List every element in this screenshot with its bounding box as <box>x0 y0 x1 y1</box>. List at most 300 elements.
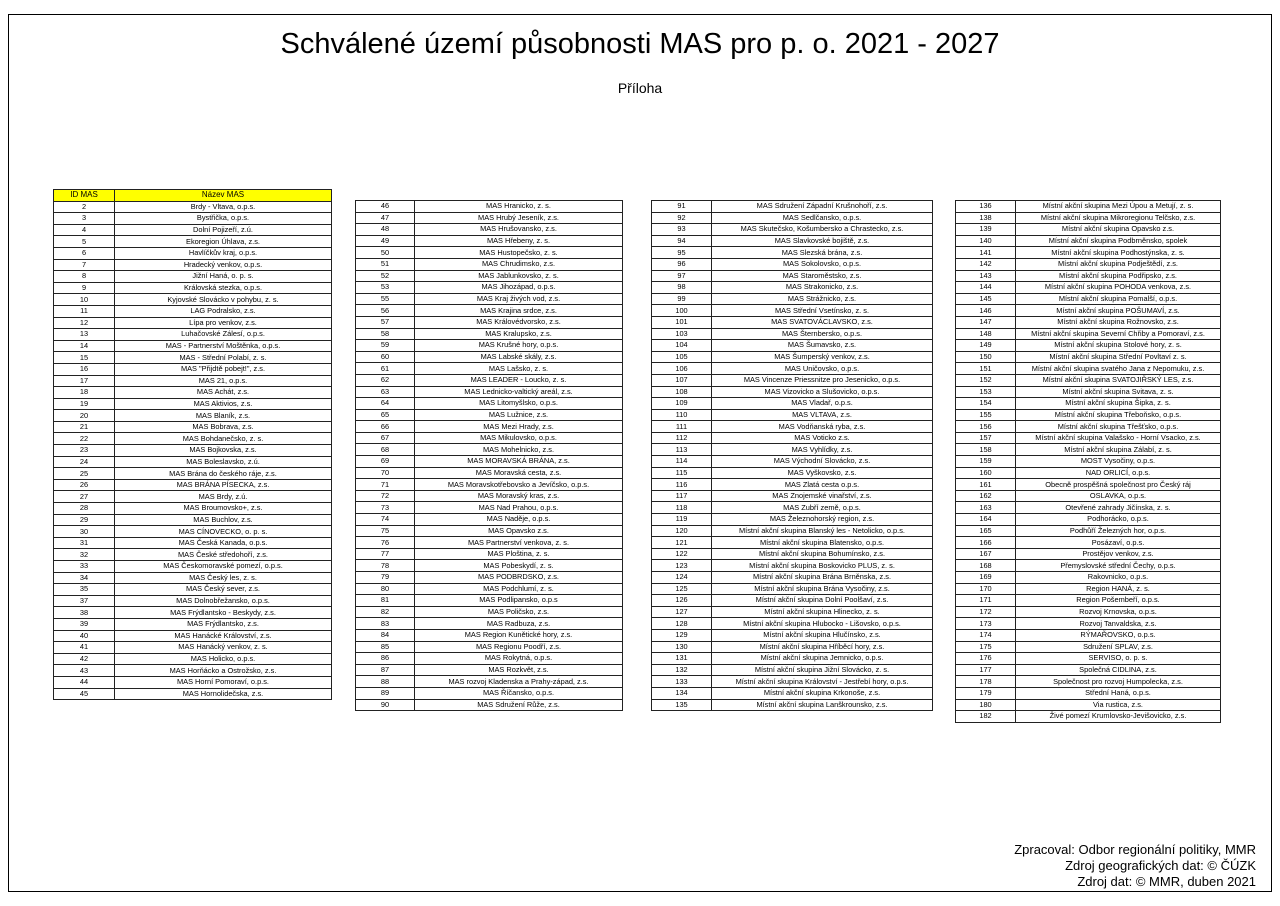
mas-id-cell: 77 <box>356 548 415 560</box>
table-row <box>54 271 332 283</box>
table-row <box>956 316 1221 328</box>
mas-id-cell: 65 <box>356 409 415 421</box>
mas-id-cell: 162 <box>956 490 1016 502</box>
mas-name-cell: Via rustica, z.s. <box>1016 699 1221 711</box>
table-row <box>956 340 1221 352</box>
table-row <box>54 445 332 457</box>
table-row <box>54 676 332 688</box>
page-subtitle: Příloha <box>617 80 663 96</box>
mas-name-cell: MAS Region Kunětické hory, z.s. <box>415 629 623 641</box>
table-row <box>54 317 332 329</box>
mas-name-cell: MAS - Střední Polabí, z. s. <box>115 352 332 364</box>
mas-id-cell: 11 <box>54 305 115 317</box>
mas-name-cell: Místní akční skupina Třeboňsko, o.p.s. <box>1016 409 1221 421</box>
table-row <box>652 676 933 688</box>
table-row <box>356 201 623 213</box>
table-row <box>356 641 623 653</box>
mas-id-cell: 155 <box>956 409 1016 421</box>
mas-id-cell: 89 <box>356 687 415 699</box>
mas-name-cell: MAS Sokolovsko, o.p.s. <box>712 258 933 270</box>
table-row <box>652 270 933 282</box>
mas-name-cell: Místní akční skupina Blatensko, o.p.s. <box>712 537 933 549</box>
mas-name-cell: Střední Haná, o.p.s. <box>1016 687 1221 699</box>
mas-id-cell: 37 <box>54 595 115 607</box>
table-row <box>54 665 332 677</box>
mas-id-cell: 70 <box>356 467 415 479</box>
mas-name-cell: MAS VLTAVA, z.s. <box>712 409 933 421</box>
mas-id-cell: 170 <box>956 583 1016 595</box>
mas-name-cell: MAS Český sever, z.s. <box>115 584 332 596</box>
mas-name-cell: Místní akční skupina Bohumínsko, z.s. <box>712 548 933 560</box>
mas-name-cell: Místní akční skupina Opavsko z.s. <box>1016 224 1221 236</box>
table-row <box>652 282 933 294</box>
mas-table-2 <box>355 200 623 711</box>
mas-name-cell: MAS Poličsko, z.s. <box>415 606 623 618</box>
column-header-name: Název MAS <box>115 190 332 202</box>
mas-id-cell: 157 <box>956 432 1016 444</box>
mas-id-cell: 129 <box>652 629 712 641</box>
mas-name-cell: MAS Radbuza, z.s. <box>415 618 623 630</box>
mas-id-cell: 72 <box>356 490 415 502</box>
mas-name-cell: NAD ORLICÍ, o.p.s. <box>1016 467 1221 479</box>
mas-id-cell: 128 <box>652 618 712 630</box>
table-row <box>652 328 933 340</box>
mas-id-cell: 141 <box>956 247 1016 259</box>
mas-id-cell: 154 <box>956 398 1016 410</box>
mas-name-cell: Obecně prospěšná společnost pro Český ráj <box>1016 479 1221 491</box>
mas-id-cell: 42 <box>54 653 115 665</box>
table-row <box>54 201 332 213</box>
table-row <box>956 664 1221 676</box>
mas-id-cell: 176 <box>956 653 1016 665</box>
mas-id-cell: 110 <box>652 409 712 421</box>
mas-id-cell: 17 <box>54 375 115 387</box>
mas-name-cell: MAS Brána do českého ráje, z.s. <box>115 468 332 480</box>
mas-name-cell: Rozvoj Krnovska, o.p.s. <box>1016 606 1221 618</box>
mas-name-cell: MAS Znojemské vinařství, z.s. <box>712 490 933 502</box>
table-row <box>54 642 332 654</box>
table-row <box>652 548 933 560</box>
table-row <box>956 374 1221 386</box>
mas-id-cell: 21 <box>54 421 115 433</box>
table-row <box>54 213 332 225</box>
mas-id-cell: 108 <box>652 386 712 398</box>
mas-name-cell: MAS Staroměstsko, z.s. <box>712 270 933 282</box>
table-row <box>356 502 623 514</box>
mas-name-cell: Ekoregion Úhlava, z.s. <box>115 236 332 248</box>
mas-id-cell: 3 <box>54 213 115 225</box>
table-header-row <box>54 190 332 202</box>
table-row <box>956 687 1221 699</box>
table-row <box>652 479 933 491</box>
table-row <box>956 456 1221 468</box>
table-row <box>956 641 1221 653</box>
mas-id-cell: 130 <box>652 641 712 653</box>
footer-processed-by: Zpracoval: Odbor regionální politiky, MMR <box>1014 842 1256 857</box>
page-title: Schválené území působnosti MAS pro p. o. 2021 - 2027 <box>280 28 1000 60</box>
mas-id-cell: 87 <box>356 664 415 676</box>
mas-name-cell: Místní akční skupina Lanškrounsko, z.s. <box>712 699 933 711</box>
mas-name-cell: MAS Regionu Poodří, z.s. <box>415 641 623 653</box>
table-row <box>54 224 332 236</box>
mas-id-cell: 150 <box>956 351 1016 363</box>
table-row <box>652 316 933 328</box>
table-row <box>652 618 933 630</box>
table-row <box>356 699 623 711</box>
mas-name-cell: MAS Moravská cesta, z.s. <box>415 467 623 479</box>
mas-name-cell: MAS Hřebeny, z. s. <box>415 235 623 247</box>
mas-name-cell: Místní akční skupina Mezi Úpou a Metují, z. s. <box>1016 201 1221 213</box>
mas-name-cell: MAS Vodňanská ryba, z.s. <box>712 421 933 433</box>
table-row <box>356 328 623 340</box>
table-row <box>356 282 623 294</box>
mas-name-cell: MAS Achát, z.s. <box>115 387 332 399</box>
mas-id-cell: 62 <box>356 374 415 386</box>
mas-id-cell: 23 <box>54 445 115 457</box>
mas-id-cell: 69 <box>356 456 415 468</box>
mas-id-cell: 14 <box>54 340 115 352</box>
table-row <box>54 607 332 619</box>
mas-id-cell: 165 <box>956 525 1016 537</box>
mas-id-cell: 26 <box>54 479 115 491</box>
mas-name-cell: MAS Jablunkovsko, z. s. <box>415 270 623 282</box>
mas-name-cell: MAS LEADER - Loucko, z. s. <box>415 374 623 386</box>
mas-id-cell: 33 <box>54 561 115 573</box>
mas-id-cell: 146 <box>956 305 1016 317</box>
table-row <box>54 584 332 596</box>
mas-name-cell: Otevřené zahrady Jičínska, z. s. <box>1016 502 1221 514</box>
mas-id-cell: 167 <box>956 548 1016 560</box>
mas-name-cell: MAS CÍNOVECKO, o. p. s. <box>115 526 332 538</box>
mas-id-cell: 182 <box>956 711 1016 723</box>
mas-id-cell: 80 <box>356 583 415 595</box>
mas-id-cell: 160 <box>956 467 1016 479</box>
table-row <box>54 387 332 399</box>
mas-name-cell: Místní akční skupina Podřipsko, z.s. <box>1016 270 1221 282</box>
mas-name-cell: MAS České středohoří, z.s. <box>115 549 332 561</box>
mas-id-cell: 8 <box>54 271 115 283</box>
mas-name-cell: Společnost pro rozvoj Humpolecka, z.s. <box>1016 676 1221 688</box>
table-row <box>956 258 1221 270</box>
mas-id-cell: 99 <box>652 293 712 305</box>
mas-id-cell: 158 <box>956 444 1016 456</box>
mas-name-cell: MAS Moravský kras, z.s. <box>415 490 623 502</box>
mas-name-cell: Místní akční skupina Jižní Slovácko, z. s. <box>712 664 933 676</box>
mas-name-cell: MAS - Partnerství Moštěnka, o.p.s. <box>115 340 332 352</box>
mas-id-cell: 22 <box>54 433 115 445</box>
mas-id-cell: 120 <box>652 525 712 537</box>
mas-id-cell: 78 <box>356 560 415 572</box>
mas-id-cell: 138 <box>956 212 1016 224</box>
table-row <box>54 491 332 503</box>
mas-name-cell: Živé pomezí Krumlovsko-Jevišovicko, z.s. <box>1016 711 1221 723</box>
mas-name-cell: Místní akční skupina Stolové hory, z. s. <box>1016 340 1221 352</box>
mas-id-cell: 10 <box>54 294 115 306</box>
mas-id-cell: 149 <box>956 340 1016 352</box>
table-row <box>356 479 623 491</box>
mas-id-cell: 63 <box>356 386 415 398</box>
mas-id-cell: 71 <box>356 479 415 491</box>
mas-id-cell: 86 <box>356 653 415 665</box>
mas-id-cell: 12 <box>54 317 115 329</box>
table-row <box>356 316 623 328</box>
table-row <box>652 664 933 676</box>
table-row <box>356 664 623 676</box>
mas-name-cell: MAS Česká Kanada, o.p.s. <box>115 537 332 549</box>
table-row <box>956 676 1221 688</box>
mas-name-cell: MAS 21, o.p.s. <box>115 375 332 387</box>
mas-name-cell: MAS Mikulovsko, o.p.s. <box>415 432 623 444</box>
table-row <box>956 444 1221 456</box>
mas-name-cell: MAS Střední Vsetínsko, z. s. <box>712 305 933 317</box>
mas-id-cell: 96 <box>652 258 712 270</box>
mas-name-cell: MAS Vyhlídky, z.s. <box>712 444 933 456</box>
table-row <box>356 514 623 526</box>
mas-name-cell: SERVISO, o. p. s. <box>1016 653 1221 665</box>
table-row <box>652 386 933 398</box>
table-row <box>356 629 623 641</box>
mas-id-cell: 55 <box>356 293 415 305</box>
mas-name-cell: MAS Horní Pomoraví, o.p.s. <box>115 676 332 688</box>
table-row <box>356 351 623 363</box>
mas-id-cell: 40 <box>54 630 115 642</box>
table-row <box>652 305 933 317</box>
mas-name-cell: Dolní Pojizeří, z.ú. <box>115 224 332 236</box>
table-row <box>652 363 933 375</box>
mas-id-cell: 107 <box>652 374 712 386</box>
table-row <box>356 409 623 421</box>
table-row <box>652 687 933 699</box>
mas-name-cell: MAS Zlatá cesta o.p.s. <box>712 479 933 491</box>
table-row <box>356 444 623 456</box>
source-footer <box>1014 842 1256 890</box>
mas-id-cell: 148 <box>956 328 1016 340</box>
mas-id-cell: 179 <box>956 687 1016 699</box>
mas-id-cell: 169 <box>956 572 1016 584</box>
mas-name-cell: Místní akční skupina Pomalší, o.p.s. <box>1016 293 1221 305</box>
mas-id-cell: 30 <box>54 526 115 538</box>
mas-name-cell: MAS Lednicko-valtický areál, z.s. <box>415 386 623 398</box>
table-row <box>652 583 933 595</box>
mas-table-4 <box>955 200 1221 723</box>
table-row <box>652 490 933 502</box>
mas-name-cell: Místní akční skupina Podbrněnsko, spolek <box>1016 235 1221 247</box>
column-header-id: ID MAS <box>54 190 115 202</box>
mas-id-cell: 73 <box>356 502 415 514</box>
mas-id-cell: 60 <box>356 351 415 363</box>
mas-name-cell: Místní akční skupina Království - Jestřebí hory, o.p.s. <box>712 676 933 688</box>
mas-name-cell: MAS "Přijdtě pobejt!", z.s. <box>115 363 332 375</box>
mas-id-cell: 9 <box>54 282 115 294</box>
mas-id-cell: 105 <box>652 351 712 363</box>
mas-name-cell: MAS Litomyšlsko, o.p.s. <box>415 398 623 410</box>
mas-id-cell: 117 <box>652 490 712 502</box>
table-row <box>356 687 623 699</box>
mas-name-cell: MAS Rokytná, o.p.s. <box>415 653 623 665</box>
mas-id-cell: 131 <box>652 653 712 665</box>
mas-id-cell: 47 <box>356 212 415 224</box>
mas-name-cell: MAS Český les, z. s. <box>115 572 332 584</box>
mas-id-cell: 19 <box>54 398 115 410</box>
table-row <box>356 247 623 259</box>
mas-id-cell: 88 <box>356 676 415 688</box>
table-row <box>54 618 332 630</box>
table-row <box>54 468 332 480</box>
mas-name-cell: OSLAVKA, o.p.s. <box>1016 490 1221 502</box>
mas-id-cell: 136 <box>956 201 1016 213</box>
mas-id-cell: 57 <box>356 316 415 328</box>
mas-name-cell: Místní akční skupina Třešťsko, o.p.s. <box>1016 421 1221 433</box>
mas-name-cell: Místní akční skupina Valašsko - Horní Vsacko, z.s. <box>1016 432 1221 444</box>
mas-id-cell: 7 <box>54 259 115 271</box>
mas-name-cell: Místní akční skupina Střední Povltaví z. s. <box>1016 351 1221 363</box>
mas-name-cell: MAS Východní Slovácko, z.s. <box>712 456 933 468</box>
mas-name-cell: Místní akční skupina Brána Vysočiny, z.s. <box>712 583 933 595</box>
mas-id-cell: 95 <box>652 247 712 259</box>
mas-name-cell: MAS Královédvorsko, z.s. <box>415 316 623 328</box>
table-row <box>54 630 332 642</box>
mas-name-cell: MAS Vincenze Priessnitze pro Jesenicko, o.p.s. <box>712 374 933 386</box>
mas-name-cell: MAS Hustopečsko, z. s. <box>415 247 623 259</box>
mas-name-cell: MAS Šternbersko, o.p.s. <box>712 328 933 340</box>
table-row <box>356 258 623 270</box>
table-row <box>652 432 933 444</box>
mas-name-cell: MAS Vizovicko a Slušovicko, o.p.s. <box>712 386 933 398</box>
mas-name-cell: MAS Moravskotřebovsko a Jevíčsko, o.p.s. <box>415 479 623 491</box>
mas-name-cell: MAS Uničovsko, o.p.s. <box>712 363 933 375</box>
mas-name-cell: Místní akční skupina Hříběcí hory, z.s. <box>712 641 933 653</box>
mas-table-3 <box>651 200 933 711</box>
mas-id-cell: 122 <box>652 548 712 560</box>
table-row <box>356 374 623 386</box>
mas-id-cell: 29 <box>54 514 115 526</box>
table-row <box>356 548 623 560</box>
table-row <box>956 618 1221 630</box>
mas-id-cell: 152 <box>956 374 1016 386</box>
mas-name-cell: MAS Podlipansko, o.p.s <box>415 595 623 607</box>
footer-geodata-source: Zdroj geografických dat: © ČÚZK <box>1065 858 1256 873</box>
mas-name-cell: MAS Holicko, o.p.s. <box>115 653 332 665</box>
mas-id-cell: 164 <box>956 514 1016 526</box>
table-row <box>956 386 1221 398</box>
mas-name-cell: MAS Kraj živých vod, z.s. <box>415 293 623 305</box>
mas-id-cell: 116 <box>652 479 712 491</box>
mas-name-cell: MAS Mohelnicko, z.s. <box>415 444 623 456</box>
table-row <box>652 606 933 618</box>
mas-id-cell: 103 <box>652 328 712 340</box>
mas-id-cell: 106 <box>652 363 712 375</box>
mas-name-cell: MAS Hornolidečska, z.s. <box>115 688 332 700</box>
mas-id-cell: 44 <box>54 676 115 688</box>
table-row <box>652 444 933 456</box>
table-row <box>956 525 1221 537</box>
table-row <box>356 386 623 398</box>
table-row <box>356 490 623 502</box>
table-row <box>652 525 933 537</box>
table-row <box>652 398 933 410</box>
table-row <box>652 201 933 213</box>
mas-id-cell: 46 <box>356 201 415 213</box>
mas-id-cell: 92 <box>652 212 712 224</box>
table-row <box>956 201 1221 213</box>
mas-id-cell: 135 <box>652 699 712 711</box>
table-row <box>356 560 623 572</box>
table-row <box>652 224 933 236</box>
mas-name-cell: MAS Šumavsko, z.s. <box>712 340 933 352</box>
table-row <box>956 398 1221 410</box>
mas-id-cell: 67 <box>356 432 415 444</box>
mas-name-cell: RÝMAŘOVSKO, o.p.s. <box>1016 629 1221 641</box>
table-row <box>652 502 933 514</box>
table-row <box>956 305 1221 317</box>
mas-id-cell: 173 <box>956 618 1016 630</box>
mas-name-cell: MAS Mezi Hrady, z.s. <box>415 421 623 433</box>
mas-id-cell: 56 <box>356 305 415 317</box>
table-row <box>356 653 623 665</box>
mas-id-cell: 34 <box>54 572 115 584</box>
table-row <box>956 479 1221 491</box>
mas-name-cell: MAS Bobrava, z.s. <box>115 421 332 433</box>
mas-name-cell: MAS Sedlčansko, o.p.s. <box>712 212 933 224</box>
mas-id-cell: 85 <box>356 641 415 653</box>
table-row <box>652 258 933 270</box>
table-row <box>652 595 933 607</box>
mas-id-cell: 74 <box>356 514 415 526</box>
mas-id-cell: 161 <box>956 479 1016 491</box>
table-row <box>652 560 933 572</box>
mas-name-cell: MAS Frýdlantsko, z.s. <box>115 618 332 630</box>
mas-name-cell: Hradecký venkov, o.p.s. <box>115 259 332 271</box>
table-row <box>956 548 1221 560</box>
table-row <box>54 479 332 491</box>
table-row <box>956 629 1221 641</box>
table-row <box>956 502 1221 514</box>
mas-name-cell: MAS Hanácké Království, z.s. <box>115 630 332 642</box>
mas-id-cell: 48 <box>356 224 415 236</box>
mas-id-cell: 90 <box>356 699 415 711</box>
mas-name-cell: MAS MORAVSKÁ BRÁNA, z.s. <box>415 456 623 468</box>
table-row <box>956 699 1221 711</box>
mas-name-cell: MAS Šumperský venkov, z.s. <box>712 351 933 363</box>
mas-name-cell: Region HANÁ, z. s. <box>1016 583 1221 595</box>
mas-name-cell: MAS Blaník, z.s. <box>115 410 332 422</box>
mas-id-cell: 83 <box>356 618 415 630</box>
mas-name-cell: Havlíčkův kraj, o.p.s. <box>115 247 332 259</box>
mas-id-cell: 123 <box>652 560 712 572</box>
table-row <box>54 282 332 294</box>
mas-name-cell: Místní akční skupina Šipka, z. s. <box>1016 398 1221 410</box>
table-row <box>956 363 1221 375</box>
mas-name-cell: Místní akční skupina Boskovicko PLUS, z. s. <box>712 560 933 572</box>
mas-name-cell: MAS Podchlumí, z. s. <box>415 583 623 595</box>
table-row <box>652 467 933 479</box>
mas-id-cell: 127 <box>652 606 712 618</box>
mas-name-cell: Luhačovské Zálesí, o.p.s. <box>115 329 332 341</box>
mas-name-cell: MAS Labské skály, z.s. <box>415 351 623 363</box>
mas-id-cell: 112 <box>652 432 712 444</box>
mas-id-cell: 113 <box>652 444 712 456</box>
mas-name-cell: MAS Železnohorský region, z.s. <box>712 514 933 526</box>
table-row <box>356 235 623 247</box>
table-row <box>356 595 623 607</box>
table-row <box>54 305 332 317</box>
table-row <box>652 653 933 665</box>
mas-name-cell: Posázaví, o.p.s. <box>1016 537 1221 549</box>
mas-id-cell: 39 <box>54 618 115 630</box>
table-row <box>956 270 1221 282</box>
mas-id-cell: 66 <box>356 421 415 433</box>
mas-name-cell: MAS Krušné hory, o.p.s. <box>415 340 623 352</box>
